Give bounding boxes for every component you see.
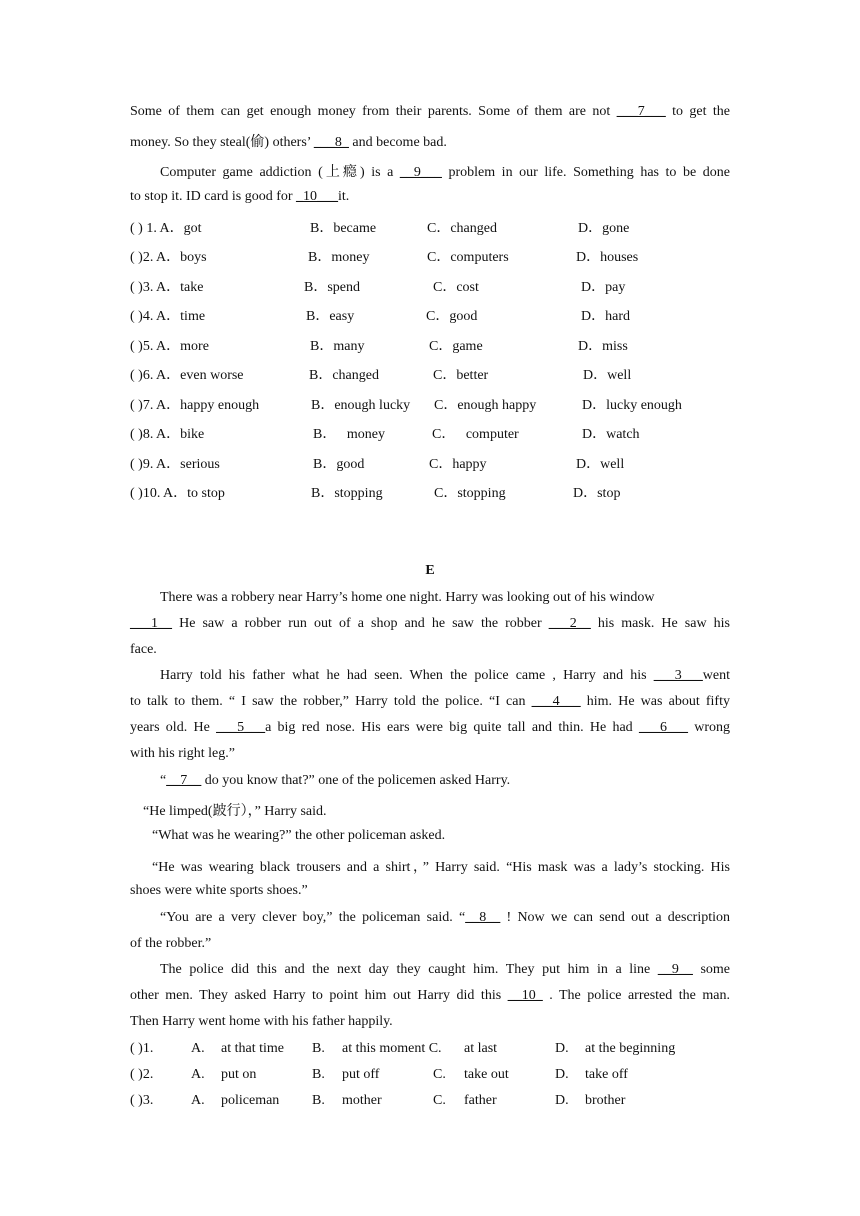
option-c: C．good xyxy=(426,309,478,324)
option-c: C．stopping xyxy=(434,486,506,501)
text: ! Now we can send out a description xyxy=(500,910,731,925)
question-number: ( )1. xyxy=(130,1041,154,1056)
question-row xyxy=(130,482,730,502)
option-d: D．well xyxy=(576,457,625,472)
option-c: C．better xyxy=(433,368,489,383)
question-number: ( )5. A．more xyxy=(130,339,209,354)
question-number: ( )6. A．even worse xyxy=(130,368,244,383)
paragraph-line xyxy=(160,962,730,978)
option-b: B．easy xyxy=(306,309,355,324)
question-row xyxy=(130,305,730,325)
blank-3: ___3___ xyxy=(653,668,703,683)
text: a big red nose. His ears were big quite tall and thin. He had xyxy=(265,720,639,735)
paragraph-line xyxy=(160,910,730,926)
paragraph-line xyxy=(160,668,730,684)
text: wrong xyxy=(687,720,730,735)
text: it. xyxy=(338,189,350,204)
option-b: put off xyxy=(342,1067,380,1082)
text: “You are a very clever boy,” the policeman said. “ xyxy=(160,910,466,925)
blank-7: __7__ xyxy=(166,773,202,788)
option-b-letter: B. xyxy=(312,1093,325,1108)
question-row xyxy=(130,423,730,443)
question-row xyxy=(130,1041,730,1061)
option-b: B．became xyxy=(310,221,377,236)
paragraph-line xyxy=(160,161,730,181)
option-b: mother xyxy=(342,1093,382,1108)
paragraph-line: Then Harry went home with his father happily. xyxy=(130,1014,393,1029)
text: went xyxy=(702,668,730,683)
question-row xyxy=(130,217,730,237)
question-number: ( )7. A．happy enough xyxy=(130,398,260,413)
option-b: B．good xyxy=(313,457,365,472)
option-c: father xyxy=(464,1093,497,1108)
blank-9: __9__ xyxy=(657,962,693,977)
option-c: C．computers xyxy=(427,250,509,265)
question-number: ( ) 1. A．got xyxy=(130,221,202,236)
option-a-letter: A. xyxy=(191,1067,205,1082)
option-b: B．stopping xyxy=(311,486,383,501)
option-d: D．well xyxy=(583,368,632,383)
text: money. So they steal(偷) others’ xyxy=(130,135,314,150)
blank-2: ___2__ xyxy=(548,616,591,631)
option-d-letter: D. xyxy=(555,1067,569,1082)
option-d: D．houses xyxy=(576,250,639,265)
option-c: C．happy xyxy=(429,457,487,472)
question-row xyxy=(130,453,730,473)
paragraph-line xyxy=(160,773,730,789)
paragraph-line: “What was he wearing?” the other policeman asked. xyxy=(152,828,446,843)
paragraph-line xyxy=(130,131,730,151)
text: do you know that?” one of the policemen asked Harry. xyxy=(201,773,511,788)
text: some xyxy=(692,962,730,977)
paragraph-line: There was a robbery near Harry’s home one night. Harry was looking out of his window xyxy=(160,590,655,605)
blank-1: ___1__ xyxy=(130,616,172,631)
blank-6: ___6___ xyxy=(638,720,688,735)
option-b: B．enough lucky xyxy=(311,398,411,413)
question-number: ( )10. A．to stop xyxy=(130,486,225,501)
option-d: brother xyxy=(585,1093,626,1108)
paragraph-line: with his right leg.” xyxy=(130,746,235,761)
text: him. He was about fifty xyxy=(580,694,730,709)
paragraph-line: of the robber.” xyxy=(130,936,212,951)
blank-8: __8__ xyxy=(465,910,501,925)
question-number: ( )9. A．serious xyxy=(130,457,220,472)
text: Harry told his father what he had seen. When the police came , Harry and his xyxy=(160,668,654,683)
option-c: C．cost xyxy=(433,280,479,295)
option-b: B． money xyxy=(313,427,385,442)
blank-8: ___8_ xyxy=(313,135,349,150)
option-b-letter: B. xyxy=(312,1041,325,1056)
option-b: B．many xyxy=(310,339,365,354)
blank-10: __10_ xyxy=(507,988,543,1003)
option-c-letter: C. xyxy=(433,1067,446,1082)
option-d: D．gone xyxy=(578,221,630,236)
question-row xyxy=(130,394,730,414)
option-d: at the beginning xyxy=(585,1041,676,1056)
option-d-letter: D. xyxy=(555,1093,569,1108)
text: years old. He xyxy=(130,720,217,735)
question-number: ( )2. A．boys xyxy=(130,250,207,265)
option-a-letter: A. xyxy=(191,1093,205,1108)
paragraph-line: “He limped(跛行），” Harry said. xyxy=(143,804,327,819)
option-b-letter: B. xyxy=(312,1067,325,1082)
blank-10: _10___ xyxy=(296,189,339,204)
text: and become bad. xyxy=(348,135,447,150)
blank-9: __9___ xyxy=(399,165,442,180)
option-d-letter: D. xyxy=(555,1041,569,1056)
text: to stop it. ID card is good for xyxy=(130,189,297,204)
blank-7: ___7___ xyxy=(616,104,666,119)
question-row xyxy=(130,335,730,355)
paragraph-line: face. xyxy=(130,642,157,657)
question-number: ( )4. A．time xyxy=(130,309,206,324)
option-d: D．hard xyxy=(581,309,630,324)
question-row xyxy=(130,1093,730,1113)
question-number: ( )3. A．take xyxy=(130,280,204,295)
text: his mask. He saw his xyxy=(590,616,730,631)
paragraph-line xyxy=(130,694,730,710)
option-c-letter: C. xyxy=(433,1093,446,1108)
text: . The police arrested the man. xyxy=(542,988,731,1003)
text: He saw a robber run out of a shop and he saw the robber xyxy=(172,616,549,631)
text: The police did this and the next day they caught him. They put him in a line xyxy=(160,962,658,977)
question-number: ( )3. xyxy=(130,1093,154,1108)
text: to talk to them. “ I saw the robber,” Harry told the police. “I can xyxy=(130,694,532,709)
question-number: ( )8. A．bike xyxy=(130,427,205,442)
paragraph-line xyxy=(130,189,730,205)
paragraph-line xyxy=(130,104,730,120)
paragraph-line xyxy=(130,616,730,632)
option-d: D．miss xyxy=(578,339,628,354)
option-d: D．pay xyxy=(581,280,626,295)
option-a: at that time xyxy=(221,1041,284,1056)
text: Computer game addiction (上瘾) is a xyxy=(160,165,400,180)
option-a: put on xyxy=(221,1067,257,1082)
text: other men. They asked Harry to point him out Harry did this xyxy=(130,988,508,1003)
option-c: take out xyxy=(464,1067,509,1082)
option-c: at last xyxy=(464,1041,498,1056)
option-c: C． computer xyxy=(432,427,519,442)
option-a-letter: A. xyxy=(191,1041,205,1056)
paragraph-line: shoes were white sports shoes.” xyxy=(130,883,308,898)
text: to get the xyxy=(665,104,730,119)
blank-5: ___5___ xyxy=(216,720,266,735)
question-number: ( )2. xyxy=(130,1067,154,1082)
option-d: take off xyxy=(585,1067,628,1082)
question-row xyxy=(130,364,730,384)
question-row xyxy=(130,1067,730,1087)
option-d: D．lucky enough xyxy=(582,398,682,413)
blank-4: ___4___ xyxy=(531,694,581,709)
option-c: C．changed xyxy=(427,221,497,236)
question-row xyxy=(130,246,730,266)
option-b: B．spend xyxy=(304,280,360,295)
text: “ xyxy=(160,773,167,788)
option-b: at this moment C. xyxy=(342,1041,442,1056)
option-a: policeman xyxy=(221,1093,280,1108)
paragraph-line xyxy=(130,720,730,736)
paragraph-line: “He was wearing black trousers and a shirt，” Harry said. “His mask was a lady’s stocking. His xyxy=(152,860,730,875)
question-row xyxy=(130,276,730,296)
text: Some of them can get enough money from their parents. Some of them are not xyxy=(130,104,617,119)
option-b: B．money xyxy=(308,250,370,265)
option-c: C．enough happy xyxy=(434,398,537,413)
section-heading: E xyxy=(425,563,435,578)
text: problem in our life. Something has to be done xyxy=(441,165,730,180)
option-d: D．stop xyxy=(573,486,621,501)
option-b: B．changed xyxy=(309,368,379,383)
option-d: D．watch xyxy=(582,427,640,442)
paragraph-line xyxy=(130,988,730,1004)
option-c: C．game xyxy=(429,339,483,354)
